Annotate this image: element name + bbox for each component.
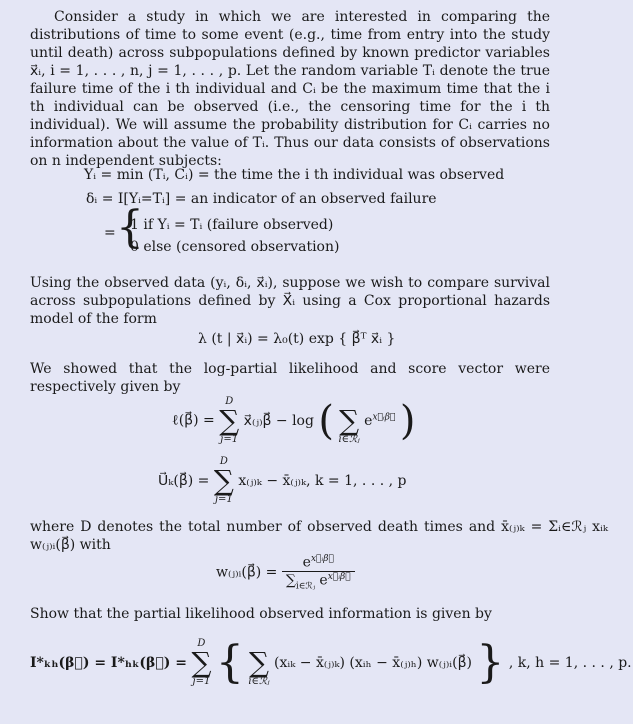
case-two: 0 else (censored observation) [130, 239, 340, 255]
case-one: 1 if Yᵢ = Tᵢ (failure observed) [130, 217, 334, 233]
task-paragraph: Show that the partial likelihood observed information is given by [30, 606, 492, 622]
equation-score: U⃗ₖ(β⃗) = D ∑ j=1 x₍ⱼ₎ₖ − x̄₍ⱼ₎ₖ, k = 1, . . . , p [158, 456, 407, 505]
likelihood-paragraph: We showed that the log-partial likelihood and score vector were respectively given by [30, 361, 550, 395]
equation-log-likelihood: ℓ(β⃗) = D ∑ j=1 x⃗₍ⱼ₎β⃗ − log ( ∑ i∈ℛⱼ $e^{x⃗ᵢ\beta⃗}$ ) [172, 396, 416, 445]
equation-y: Yᵢ = min (Tᵢ, Cᵢ) = the time the i th individual was observed [84, 167, 505, 183]
definitions-paragraph: where D denotes the total number of observed death times and x̄₍ⱼ₎ₖ = Σᵢ∈ℛⱼ xᵢₖ w₍ⱼ₎ᵢ(β⃗) with [30, 519, 608, 553]
equation-information: I*ₖₕ(β⃗) = I*ₕₖ(β⃗) = D ∑ j=1 { ∑ i∈ℛⱼ (xᵢₖ − x̄₍ⱼ₎ₖ) (xᵢₕ − x̄₍ⱼ₎ₕ) w₍ⱼ₎ᵢ(β⃗) } , k, h = 1, . . . , p. [30, 637, 632, 688]
intro-paragraph: Consider a study in which we are interested in comparing the distributions of time to some event (e.g., time from entry into the study until death) across subpopulations defined by known predictor variables x⃗ᵢ, i = 1, . . . , n, j = 1, . . . , p. Let the random variable Tᵢ denote the true failure time of the i th individual and Cᵢ be the maximum time that the i th individual can be observed (i.e., the censoring time for the i th individual). We will assume the probability distribution for Cᵢ carries no information about the value of Tᵢ. Thus our data consists of observations on n independent subjects: [30, 9, 550, 169]
equation-hazard: λ (t | x⃗ᵢ) = λ₀(t) exp { β⃗ᵀ x⃗ᵢ } [198, 331, 396, 347]
equation-weight: w₍ⱼ₎ᵢ(β⃗) = $\frac{e^{x⃗ᵢ\beta⃗}}{\sum_{i\in ℛⱼ} e^{x⃗ᵢ\beta⃗}}$ [216, 554, 355, 591]
equation-delta: δᵢ = I[Yᵢ=Tᵢ] = an indicator of an observed failure [86, 191, 437, 207]
model-paragraph: Using the observed data (yᵢ, δᵢ, x⃗ᵢ), suppose we wish to compare survival across subpopulations defined by X⃗ᵢ using a Cox proportional hazards model of the form [30, 275, 550, 327]
document-page: Consider a study in which we are interested in comparing the distributions of time to some event (e.g., time from entry into the study until death) across subpopulations defined by known predictor variables x⃗ᵢ, i = 1, . . . , n, j = 1, . . . , p. Let the random variable Tᵢ denote the true failure time of the i th individual and Cᵢ be the maximum time that the i th individual can be observed (i.e., the censoring time for the i th individual). We will assume the probability distribution for Cᵢ carries no information about the value of Tᵢ. Thus our data consists of observations on n independent subjects: Yᵢ = min (Tᵢ, Cᵢ) = the time the i th individual was observed δᵢ = I[Yᵢ=Tᵢ] = an indicator of an observed failure = { 1 if Yᵢ = Tᵢ (failure observed) 0 else (censored observation) Using the observed data (yᵢ, δᵢ, x⃗ᵢ), suppose we wish to compare survival across subpopulations defined by X⃗ᵢ using a Cox proportional hazards model of the form λ (t | x⃗ᵢ) = λ₀(t) exp { β⃗ᵀ x⃗ᵢ } We showed that the log-partial likelihood and score vector were respectively given by ℓ(β⃗) = D ∑ j=1 x⃗₍ⱼ₎β⃗ − log ( ∑ i∈ℛⱼ $e^{x⃗ᵢ\beta⃗}$ ) U⃗ₖ(β⃗) = D ∑ j=1 x₍ⱼ₎ₖ − x̄₍ⱼ₎ₖ, k = 1, . . . , p where D denotes the total number of observed death times and x̄₍ⱼ₎ₖ = Σᵢ∈ℛⱼ xᵢₖ w₍ⱼ₎ᵢ(β⃗) with w₍ⱼ₎ᵢ(β⃗) = $\frac{e^{x⃗ᵢ\beta⃗}}{\sum_{i\in ℛⱼ} e^{x⃗ᵢ\beta⃗}}$ Show that the partial likelihood observed information is given by I*ₖₕ(β⃗) = I*ₕₖ(β⃗) = D ∑ j=1 { ∑ i∈ℛⱼ (xᵢₖ − x̄₍ⱼ₎ₖ) (xᵢₕ − x̄₍ⱼ₎ₕ) w₍ⱼ₎ᵢ(β⃗) } , k, h = 1, . . . , p. [30, 9, 632, 688]
cases-brace: { [116, 202, 144, 253]
